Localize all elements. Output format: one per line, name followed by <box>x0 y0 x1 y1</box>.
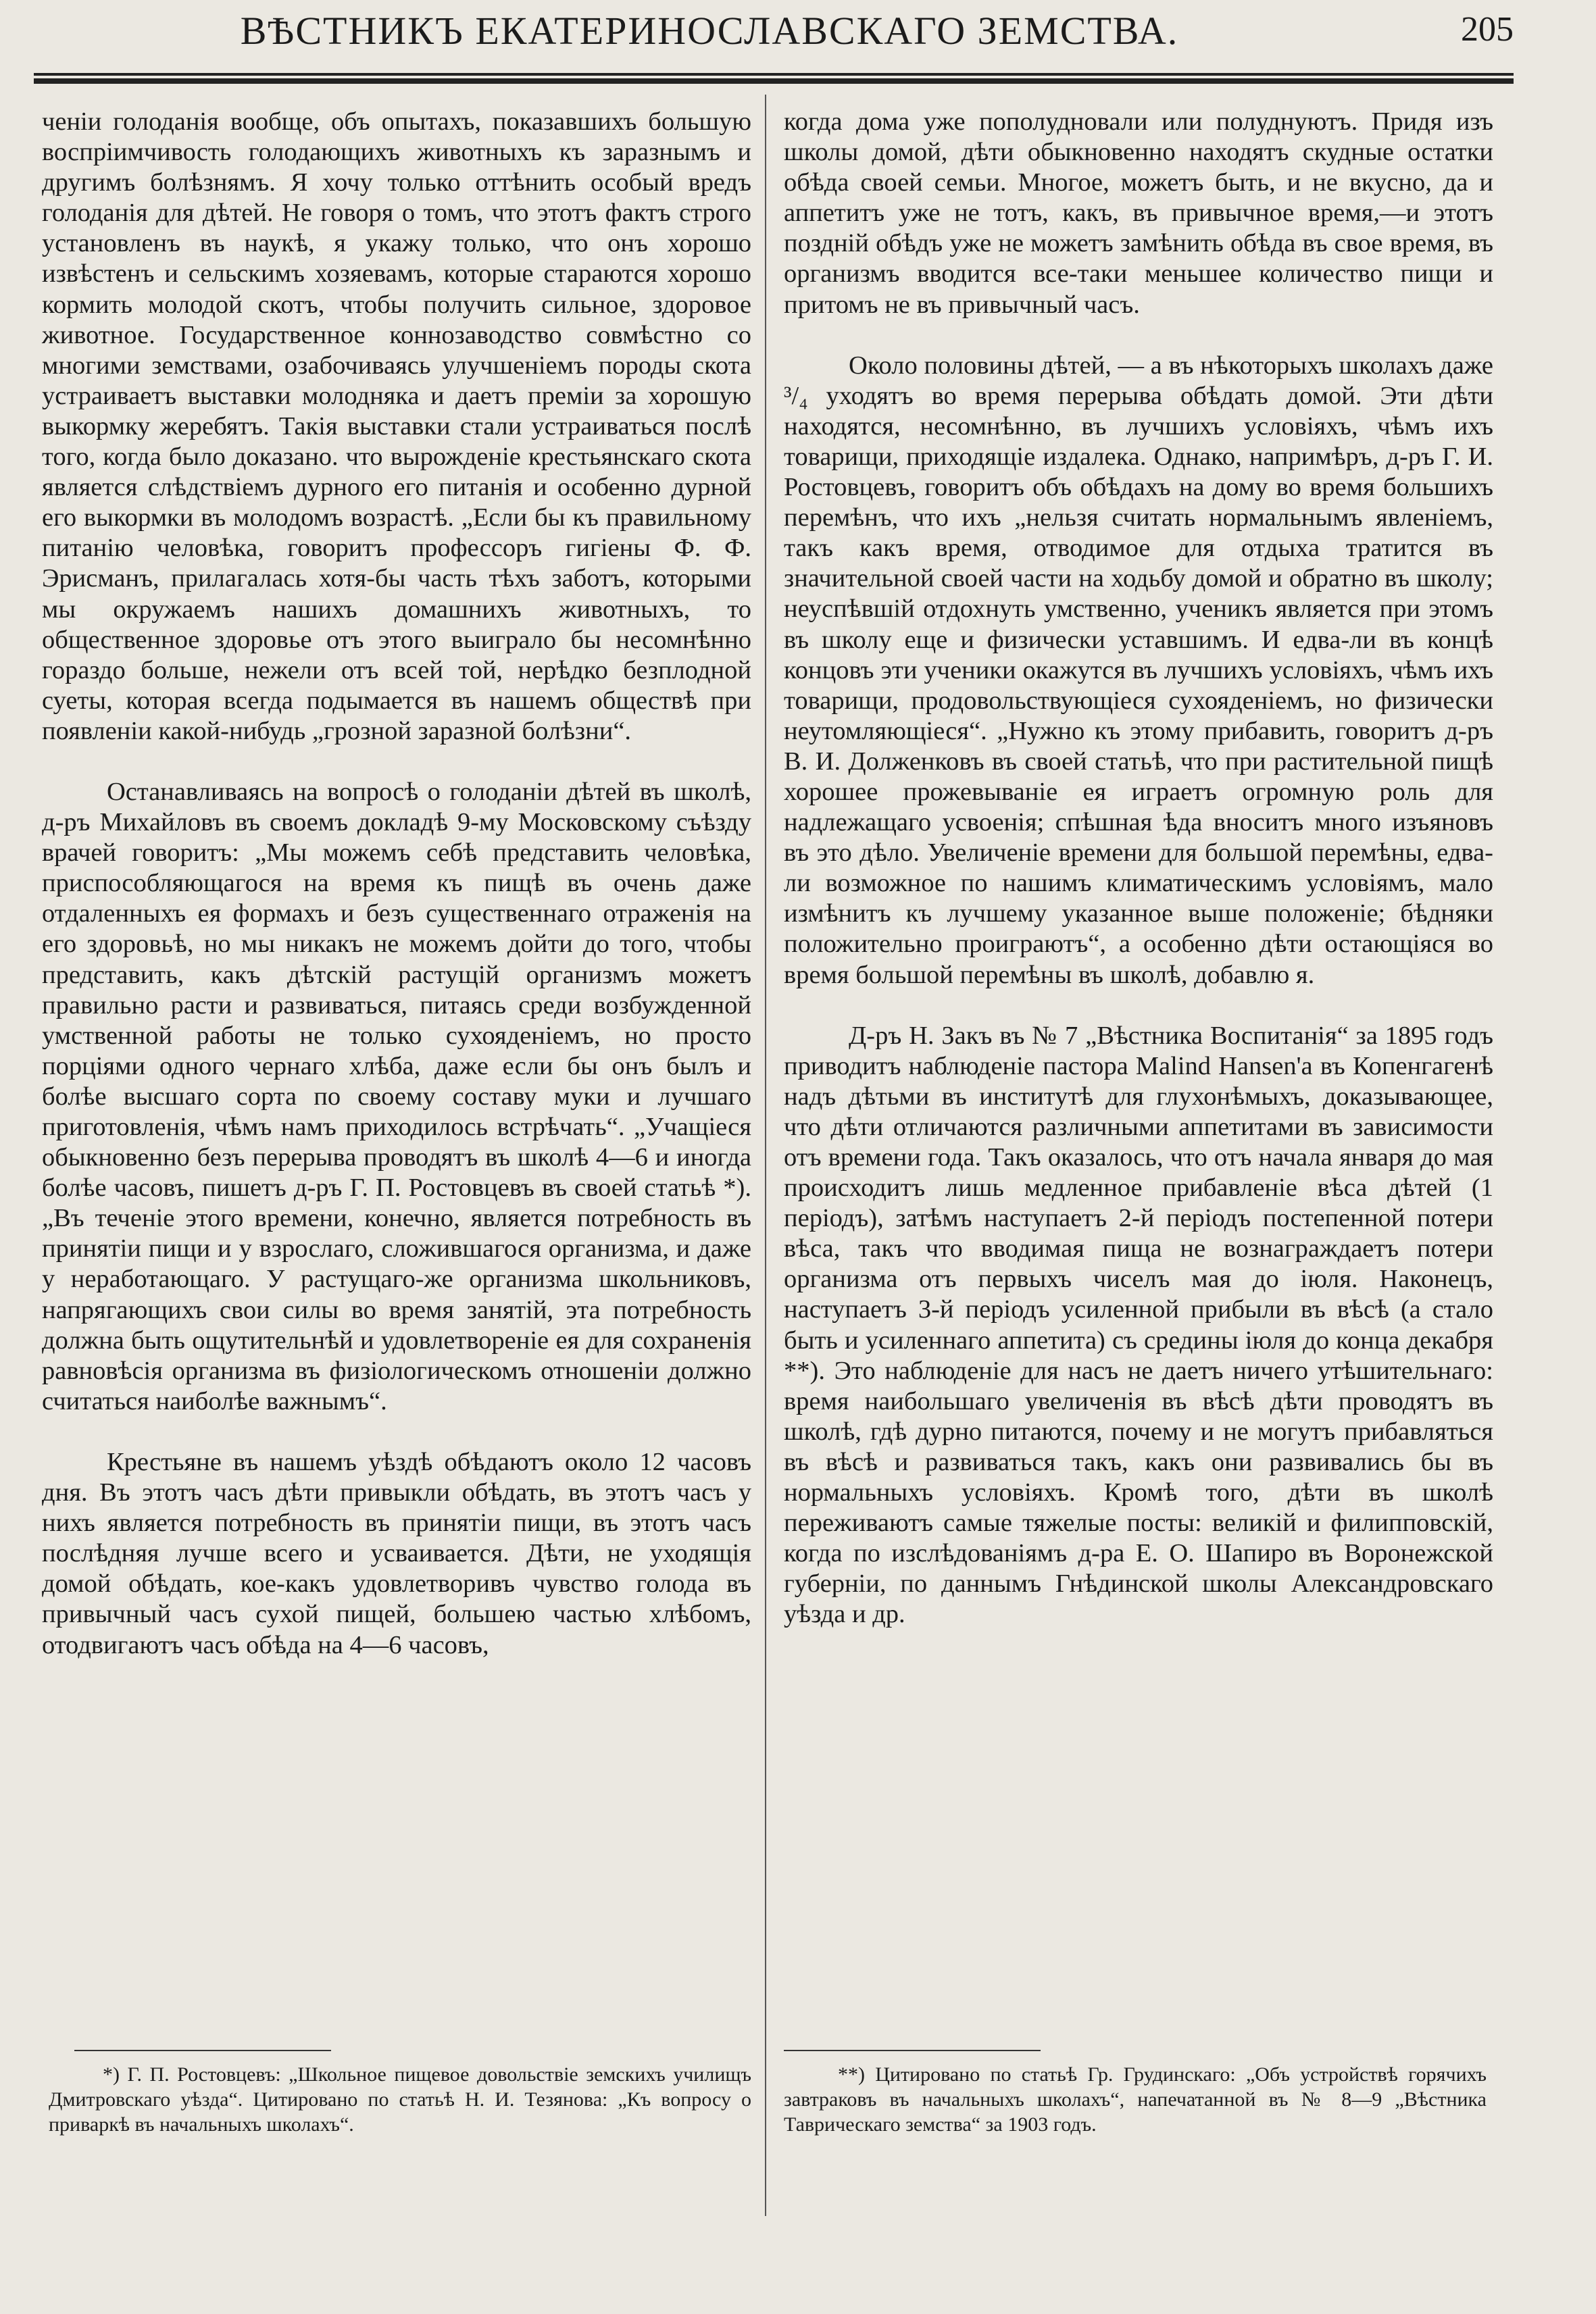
paragraph: когда дома уже пополудновали или полуднуютъ. Придя изъ школы домой, дѣти обыкновенно находятъ скудные остатки обѣда своей семьи. Многое, можетъ быть, и не вкусно, да и аппетитъ уже не тотъ, какъ, въ привычное время,—и этотъ поздній обѣдъ уже не можетъ замѣнить обѣда въ свое время, въ организмъ вводится все-таки меньшее количество пищи и притомъ не въ привычный часъ. <box>784 107 1493 319</box>
footnote-left <box>49 2062 751 2137</box>
footnote-text: **) Цитировано по статьѣ Гр. Грудинскаго: „Объ устройствѣ горячихъ завтраковъ въ начальныхъ школахъ“, напечатанной въ № 8—9 „Вѣстника Таврическаго земства“ за 1903 годъ. <box>784 2063 1487 2136</box>
paragraph: Около половины дѣтей, — а въ нѣкоторыхъ школахъ даже ³/₄ уходятъ во время перерыва обѣдать домой. Эти дѣти находятся, несомнѣнно, въ лучшихъ условіяхъ, чѣмъ ихъ товарищи, приходящіе издалека. Однако, напримѣръ, д-ръ Г. И. Ростовцевъ, говоритъ объ обѣдахъ на дому во время большихъ перемѣнъ, что ихъ „нельзя считать нормальнымъ явленіемъ, такъ какъ время, отводимое для отдыха тратится въ значительной своей части на ходьбу домой и обратно въ школу; неуспѣвшій отдохнуть умственно, ученикъ является при этомъ въ школу еще и физически уставшимъ. И едва-ли въ концѣ концовъ эти ученики окажутся въ лучшихъ условіяхъ, чѣмъ ихъ товарищи, продовольствующіеся сухояденіемъ, но физически неутомляющіеся“. „Нужно къ этому прибавить, говоритъ д-ръ В. И. Долженковъ въ своей статьѣ, что при растительной пищѣ хорошее прожевываніе ея играетъ огромную роль для надлежащаго усвоенія; спѣшная ѣда вноситъ много изъяновъ въ это дѣло. Увеличеніе времени для большой перемѣны, едва-ли возможное по нашимъ климатическимъ условіямъ, мало измѣнитъ къ лучшему указанное выше положеніе; бѣдняки положительно проиграютъ“, а особенно дѣти остающіяся во время большой перемѣны въ школѣ, добавлю я. <box>784 351 1493 989</box>
footnote-text: *) Г. П. Ростовцевъ: „Школьное пищевое довольствіе земскихъ училищъ Дмитровскаго уѣзда“. Цитировано по статьѣ Н. И. Тезянова: „Къ вопросу о приваркѣ въ начальныхъ школахъ“. <box>49 2063 751 2136</box>
page-number: 205 <box>1461 10 1514 49</box>
left-column <box>42 107 751 1661</box>
footnote-rule <box>74 2050 331 2051</box>
page-header <box>27 5 1527 70</box>
header-rule <box>34 73 1514 84</box>
footnote-right <box>784 2062 1487 2137</box>
footnote-rule <box>784 2050 1041 2051</box>
paragraph: Д-ръ Н. Закъ въ № 7 „Вѣстника Воспитанія“ за 1895 годъ приводитъ наблюденіе пастора Malind Hansen'а въ Копенгагенѣ надъ дѣтьми въ институтѣ для глухонѣмыхъ, доказывающее, что дѣти отличаются различными аппетитами въ зависимости отъ времени года. Такъ оказалось, что отъ начала января до мая происходитъ лишь медленное прибавленіе вѣса дѣтей (1 періодъ), затѣмъ наступаетъ 2-й періодъ постепенной потери вѣса, такъ что вводимая пища не вознаграждаетъ потери организма отъ первыхъ чиселъ мая до іюля. Наконецъ, наступаетъ 3-й періодъ усиленной прибыли въ вѣсѣ (а стало быть и усиленнаго аппетита) съ средины іюля до конца декабря **). Это наблюденіе для насъ не даетъ ничего утѣшительнаго: время наибольшаго увеличенія въ вѣсѣ дѣти проводятъ въ школѣ, гдѣ дурно питаются, почему и не могутъ прибавляться въ вѣсѣ и развиваться такъ, какъ они развивались бы въ нормальныхъ условіяхъ. Кромѣ того, дѣти въ школѣ переживаютъ самые тяжелые посты: великій и филипповскій, когда по изслѣдованіямъ д-ра Е. О. Шапиро въ Воронежской губерніи, по даннымъ Гнѣдинской школы Александровскаго уѣзда и др. <box>784 1021 1493 1629</box>
paragraph: Останавливаясь на вопросѣ о голоданіи дѣтей въ школѣ, д-ръ Михайловъ въ своемъ докладѣ 9-му Московскому съѣзду врачей говоритъ: „Мы можемъ себѣ представить человѣка, приспособляющагося на время къ пищѣ въ очень даже отдаленныхъ ея формахъ и безъ существеннаго отраженія на его здоровьѣ, но мы никакъ не можемъ дойти до того, чтобы представить, какъ дѣтскій растущій организмъ можетъ правильно расти и развиваться, питаясь среди возбужденной умственной работы не только сухояденіемъ, но просто порціями одного чернаго хлѣба, даже если бы онъ былъ и болѣе высшаго сорта по своему составу муки и лучшаго приготовленія, чѣмъ намъ приходилось встрѣчать“. „Учащіеся обыкновенно безъ перерыва проводятъ въ школѣ 4—6 и иногда болѣе часовъ, пишетъ д-ръ Г. П. Ростовцевъ въ своей статьѣ *). „Въ теченіе этого времени, конечно, является потребность въ принятіи пищи и у взрослаго, сложившагося организма, и даже у неработающаго. У растущаго-же организма школьниковъ, напрягающихъ свои силы во время занятій, эта потребность должна быть ощутительнѣй и удовлетвореніе ея для сохраненія равновѣсія организма въ физіологическомъ отношеніи должно считаться наиболѣе важнымъ“. <box>42 777 751 1415</box>
right-column <box>784 107 1493 1630</box>
column-divider <box>765 95 766 2216</box>
paragraph: ченіи голоданія вообще, объ опытахъ, показавшихъ большую воспріимчивость голодающихъ животныхъ къ заразнымъ и другимъ болѣзнямъ. Я хочу только оттѣнить особый вредъ голоданія для дѣтей. Не говоря о томъ, что этотъ фактъ строго установленъ въ наукѣ, я укажу только, что онъ хорошо извѣстенъ и сельскимъ хозяевамъ, которые стараются хорошо кормить молодой скотъ, чтобы получить сильное, здоровое животное. Государственное коннозаводство совмѣстно со многими земствами, озабочиваясь улучшеніемъ породы скота устраиваетъ выставки молодняка и даетъ преміи за хорошую выкормку жеребятъ. Такія выставки стали устраиваться послѣ того, когда было доказано. что вырожденіе крестьянскаго скота является слѣдствіемъ дурного его питанія и особенно дурной его выкормки въ молодомъ возрастѣ. „Если бы къ правильному питанію человѣка, говоритъ профессоръ гигіены Ф. Ф. Эрисманъ, прилагалась хотя-бы часть тѣхъ заботъ, которыми мы окружаемъ нашихъ домашнихъ животныхъ, то общественное здоровье отъ этого выиграло бы несомнѣнно гораздо больше, нежели отъ всей той, нерѣдко безплодной суеты, которая всегда подымается въ нашемъ обществѣ при появленіи какой-нибудь „грозной заразной болѣзни“. <box>42 107 751 745</box>
paragraph: Крестьяне въ нашемъ уѣздѣ обѣдаютъ около 12 часовъ дня. Въ этотъ часъ дѣти привыкли обѣдать, въ этотъ часъ у нихъ является потребность въ принятіи пищи, въ этотъ часъ послѣдняя лучше всего и усваивается. Дѣти, не уходящія домой обѣдать, кое-какъ удовлетворивъ чувство голода въ привычный часъ сухой пищей, большею частью хлѣбомъ, отодвигаютъ часъ обѣда на 4—6 часовъ, <box>42 1447 751 1659</box>
running-title: ВѢСТНИКЪ ЕКАТЕРИНОСЛАВСКАГО ЗЕМСТВА. <box>240 9 1179 53</box>
